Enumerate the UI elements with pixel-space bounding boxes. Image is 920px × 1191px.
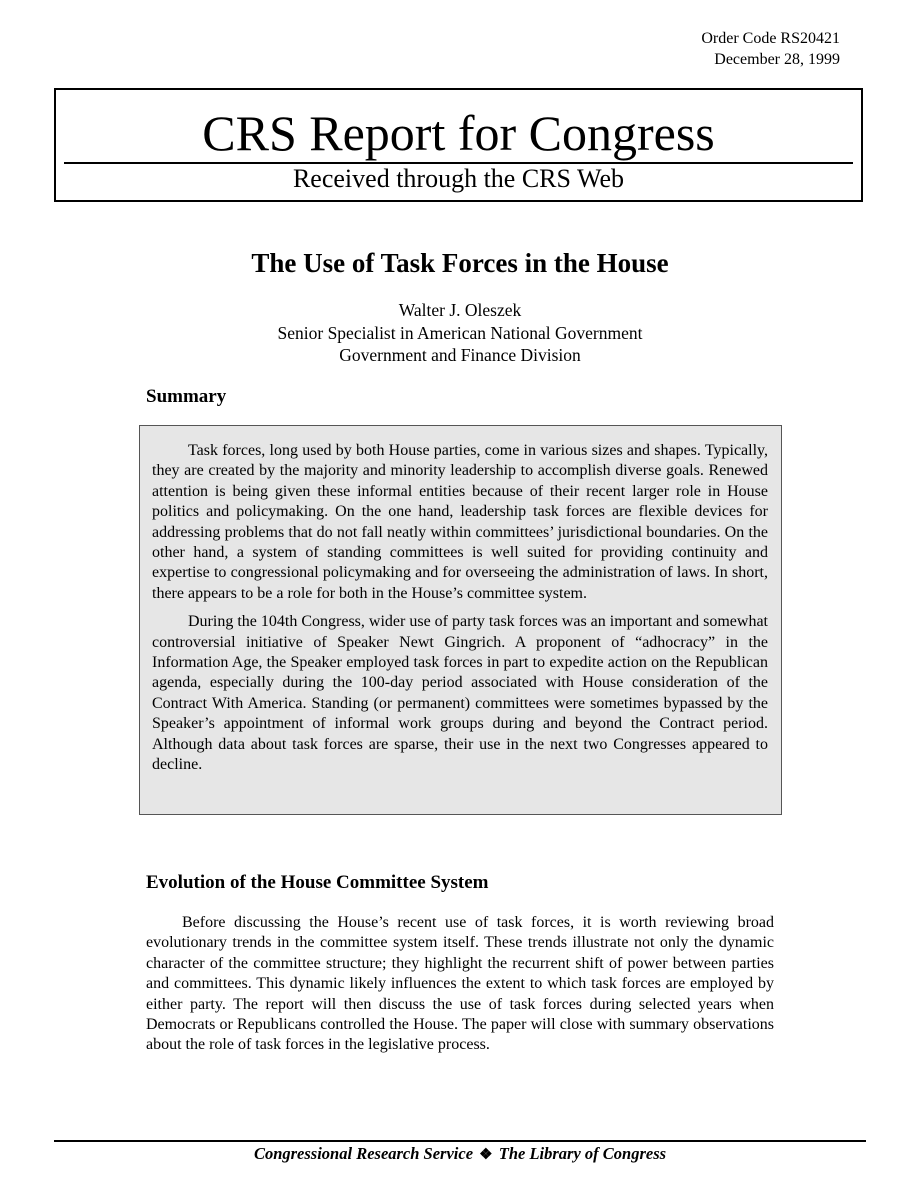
section-heading: Evolution of the House Committee System xyxy=(146,872,489,893)
summary-paragraph: Task forces, long used by both House parties, come in various sizes and shapes. Typically, they are created by the majority and minority leadership to accomplish diverse goals. Renewed attention is being given these informal entities because of their recent larger role in House politics and policymaking. On the one hand, leadership task forces are flexible devices for addressing problems that do not fall neatly within committees’ jurisdictional boundaries. On the other hand, a system of standing committees is well suited for providing continuity and expertise to congressional policymaking and for overseeing the administration of laws. In short, there appears to be a role for both in the House’s committee system. xyxy=(152,442,768,602)
body-paragraph: Before discussing the House’s recent use of task forces, it is worth reviewing broad evolutionary trends in the committee system itself. These trends illustrate not only the dynamic character of the committee structure; they highlight the recurrent shift of power between parties and committees. This dynamic likely influences the extent to which task forces are employed by either party. The report will then discuss the use of task forces during selected years when Democrats or Republicans controlled the House. The paper will close with summary observations about the role of task forces in the legislative process. xyxy=(146,914,774,1054)
summary-box xyxy=(139,425,782,815)
summary-paragraph: During the 104th Congress, wider use of party task forces was an important and somewhat controversial initiative of Speaker Newt Gingrich. A proponent of “adhocracy” in the Information Age, the Speaker employed task forces in part to expedite action on the Republican agenda, especially during the 100-day period associated with House consideration of the Contract With America. Standing (or permanent) committees were sometimes bypassed by the Speaker’s appointment of informal work groups during and beyond the Contract period. Although data about task forces are sparse, their use in the next two Congresses appeared to decline. xyxy=(152,613,768,774)
banner-subtitle: Received through the CRS Web xyxy=(292,164,625,193)
footer-loc: The Library of Congress xyxy=(498,1144,667,1163)
report-date: December 28, 1999 xyxy=(714,51,840,68)
banner-title: CRS Report for Congress xyxy=(202,105,715,161)
diamond-separator-icon: ❖ xyxy=(479,1147,493,1163)
author-block xyxy=(0,299,920,367)
footer-crs: Congressional Research Service xyxy=(253,1144,474,1163)
author-name: Walter J. Oleszek xyxy=(398,300,522,320)
author-title: Senior Specialist in American National Government xyxy=(277,322,643,343)
report-title: The Use of Task Forces in the House xyxy=(251,248,669,278)
crs-banner xyxy=(54,88,863,202)
summary-heading: Summary xyxy=(146,386,227,407)
author-division: Government and Finance Division xyxy=(339,345,581,365)
footer-divider xyxy=(54,1140,866,1142)
order-code: Order Code RS20421 xyxy=(701,30,840,47)
footer xyxy=(0,1143,920,1166)
order-code-block xyxy=(701,28,840,70)
